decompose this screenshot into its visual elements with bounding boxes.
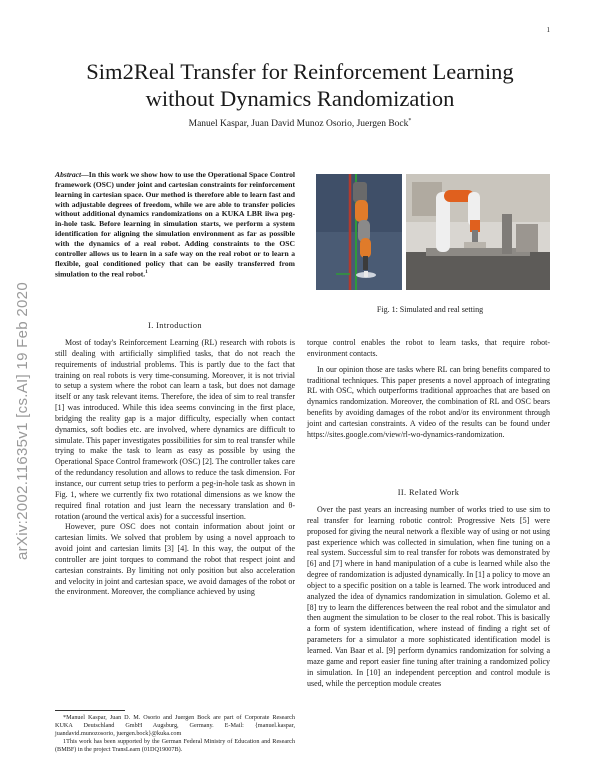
- intro-paragraph-2: However, pure OSC does not contain information about joint or cartesian limits. We solved that problem by using a novel approach to avoid joint and cartesian limits [3] [4]. In this way, the output of the controller are joint torques to command the robot that respect joint and cartesian constraints. By limiting not only position but also acceleration and velocity in joint and cartesian space, we avoid damages of the robot or the environment. Moreover, the compliance achieved by using: [55, 522, 295, 597]
- abstract: [55, 170, 295, 280]
- arxiv-stamp-text: arXiv:2002.11635v1 [cs.AI] 19 Feb 2020: [14, 282, 31, 560]
- footnote-affiliation: *Manuel Kaspar, Juan D. M. Osorio and Juergen Bock are part of Corporate Research KUKA Deutschland GmbH Augsburg, Germany. E-Mail: {manuel.kaspar, juandavid.munozosorio, juergen.bock}@kuka.com: [55, 714, 295, 738]
- right-paragraph-1: torque control enables the robot to learn tasks, that require robot-environment contacts.: [307, 338, 550, 358]
- authors-names: Manuel Kaspar, Juan David Munoz Osorio, Juergen Bock: [188, 119, 409, 130]
- footnote-rule: [55, 710, 125, 711]
- abstract-label: Abstract: [55, 170, 82, 179]
- real-setting-photo: [406, 174, 550, 290]
- author-list: [50, 118, 550, 129]
- abstract-body: —In this work we show how to use the Operational Space Control framework (OSC) under joint and cartesian constraints for reinforcement learning in cartesian space. Our method is therefore able to learn fast and with adjustable degrees of freedom, while we are able to transfer policies without additional dynamics randomizations on a KUKA LBR iiwa peg-in-hole task. Before learning in simulation starts, we perform a system identification for aligning the simulation environment as far as possible with the dynamics of a real robot. Adding constraints to the OSC controller allows us to learn in a safe way on the real robot or to learn a flexible, goal conditioned policy that can be easily transferred from simulation to the real robot.: [55, 170, 295, 279]
- title-line-1: Sim2Real Transfer for Reinforcement Learning: [86, 59, 514, 84]
- simulated-setting-image: [316, 174, 402, 290]
- section-1-heading: I. Introduction: [148, 321, 202, 330]
- arxiv-stamp: [12, 220, 34, 560]
- right-column-top: [307, 338, 550, 441]
- related-work-paragraph: Over the past years an increasing number of works tried to use sim to real transfer for learning robotic control: Progressive Nets [5] were proposed for giving the neural network a flexible way of using or not using past experience which was collected in simulation, when fine tuning on a real system. Successful sim to real transfer for robots was demonstrated by [6] and [7] where in hand manipulation of a cube is learned while also the degree of randomization is adjusted dynamically. In [1] a policy to move an object to a specific position on a table is learned. The work introduced and analyzed the idea of dynamics randomization in simulation. Golemo et al. [8] try to learn the differences between the real robot and the simulator and then augment the simulation to be closer to the real robot. This is basically a form of system identification, where instead of finding a right set of parameters for a simulator a more sophisticated identification model is learned. Van Baar et al. [9] perform dynamics randomization for solving a maze game and report easier fine tuning after training a randomized policy in simulation. In [10] an independent perception and control module is used, while the perception module creates: [307, 505, 550, 688]
- figure-caption: Fig. 1: Simulated and real setting: [376, 305, 484, 314]
- intro-paragraph-1: Most of today's Reinforcement Learning (RL) research with robots is still dealing with artificially simplified tasks, that do not reach the requirements of industrial problems. This is partly due to the fact that training on real robots is very time-consuming. Moreover, it is not trivial to setup a system where the robot can learn a task, but does not damage itself or any task relevant items. Therefore, the idea of sim to real transfer [1] was introduced. While this idea seems convincing in the first place, bridging the reality gap is a major difficulty, especially when contact dynamics, soft bodies etc. are involved, where dynamics are difficult to simulate. This paper investigates possibilities for sim to real transfer while trying to make the task to learn as easy as possible by using the Operational Space Control framework (OSC) [2]. The controller takes care of the redundancy resolution and allows to reduce the task dimension. For instance, our current setup tries to perform a peg-in-hole task as shown in Fig. 1, where we currently fix two rotational dimensions as we know the required final rotation and just learn the necessary translation and θ-rotation (around the vertical axis) for a successful insertion.: [55, 338, 295, 521]
- section-2-heading: II. Related Work: [397, 488, 460, 497]
- abstract-footnote-mark: 1: [145, 270, 148, 276]
- right-column-body: [307, 505, 550, 689]
- page-number: 1: [546, 26, 550, 34]
- title-line-2: without Dynamics Randomization: [145, 86, 455, 111]
- real-robot-icon: [406, 174, 550, 290]
- left-column-body: [55, 338, 295, 598]
- figure-1: [313, 168, 550, 294]
- footnotes: [55, 714, 295, 754]
- author-footnote-mark: *: [408, 118, 412, 124]
- right-paragraph-2: In our opinion those are tasks where RL can bring benefits compared to traditional techniques. This paper presents a novel approach of integrating RL with OSC, which outperforms traditional approaches that are based on dynamics randomization. Moreover, the combination of RL and OSC bears benefits by avoiding damages of the robot and/or its environment through joint and cartesian constraints. A video of the results can be found under https://sites.google.com/view/rl-wo-dynamics-randomization.: [307, 364, 550, 439]
- paper-title: [50, 58, 550, 112]
- footnote-funding: 1This work has been supported by the German Federal Ministry of Education and Research (BMBF) in the project TransLearn (01DQ19007B).: [55, 738, 295, 754]
- simulation-robot-icon: [316, 174, 402, 290]
